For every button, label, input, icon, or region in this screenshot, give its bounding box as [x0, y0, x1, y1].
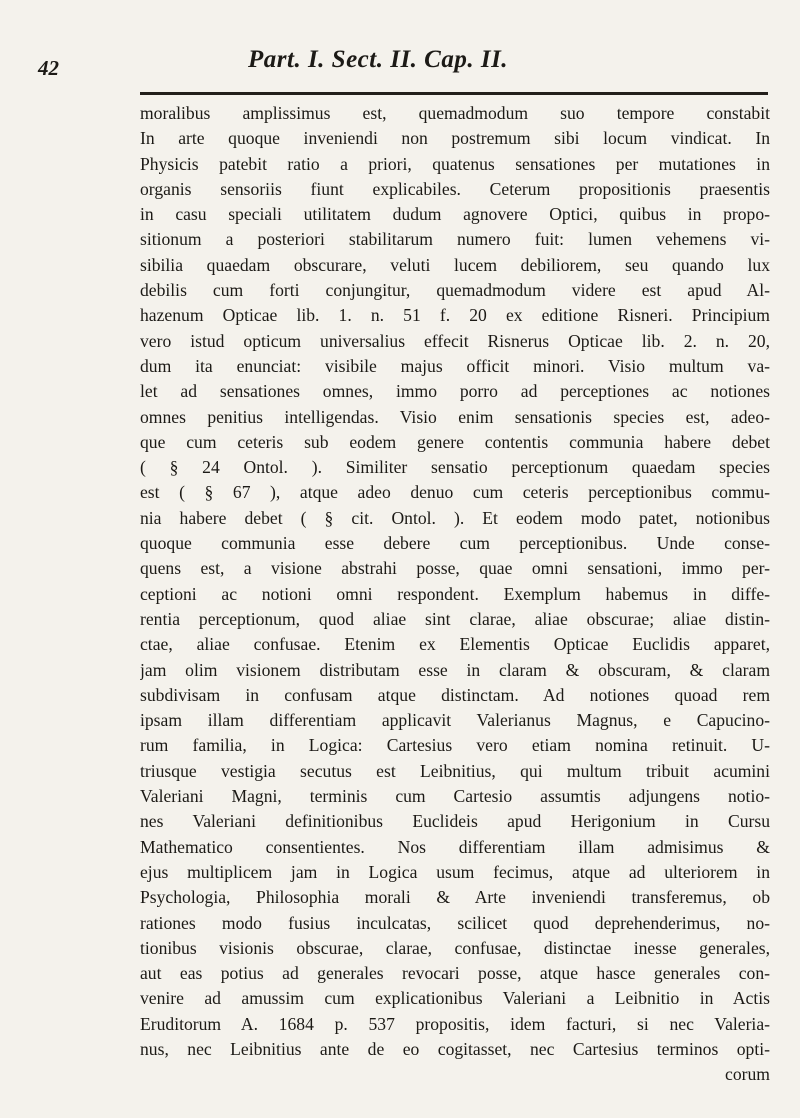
text-line: Physicis patebit ratio a priori, quatenus sensationes per mutationes in [140, 153, 770, 174]
text-line: jam olim visionem distributam esse in claram & obscuram, & claram [140, 659, 770, 680]
text-line: Psychologia, Philosophia morali & Arte inveniendi transferemus, ob [140, 887, 770, 908]
text-line: subdivisam in confusam atque distinctam. Ad notiones quoad rem [140, 684, 770, 705]
text-line: nus, nec Leibnitius ante de eo cogitasset, nec Cartesius terminos opti- [140, 1038, 770, 1059]
text-line: sitionum a posteriori stabilitarum numero fuit: lumen vehemens vi- [140, 229, 770, 250]
text-line: vero istud opticum universalius effecit Risnerus Opticae lib. 2. n. 20, [140, 330, 770, 351]
text-line: que cum ceteris sub eodem genere contentis communia habere debet [140, 431, 770, 452]
text-line: sibilia quaedam obscurare, veluti lucem debiliorem, seu quando lux [140, 254, 770, 275]
text-line: dum ita enunciat: visibile majus officit minori. Visio multum va- [140, 355, 770, 376]
text-line: Mathematico consentientes. Nos differentiam illam admisimus & [140, 836, 770, 857]
text-line: ( § 24 Ontol. ). Similiter sensatio perceptionum quaedam species [140, 457, 770, 478]
text-line: organis sensoriis fiunt explicabiles. Ceterum propositionis praesentis [140, 178, 770, 199]
text-line: rentia perceptionum, quod aliae sint clarae, aliae obscurae; aliae distin- [140, 608, 770, 629]
header-rule [140, 92, 768, 95]
text-line: triusque vestigia secutus est Leibnitius, qui multum tribuit acumini [140, 760, 770, 781]
text-line: in casu speciali utilitatem dudum agnovere Optici, quibus in propo- [140, 204, 770, 225]
text-line: tionibus visionis obscurae, clarae, confusae, distinctae inesse generales, [140, 937, 770, 958]
running-head: Part. I. Sect. II. Cap. II. [248, 46, 509, 73]
text-line: nes Valeriani definitionibus Euclideis apud Herigonium in Cursu [140, 811, 770, 832]
text-line: ejus multiplicem jam in Logica usum fecimus, atque ad ulteriorem in [140, 861, 770, 882]
page-number: 42 [38, 56, 59, 80]
text-line: ceptioni ac notioni omni respondent. Exemplum habemus in diffe- [140, 583, 770, 604]
text-line: moralibus amplissimus est, quemadmodum suo tempore constabit [140, 103, 770, 123]
text-line: In arte quoque inveniendi non postremum sibi locum vindicat. In [140, 128, 770, 149]
text-line: rationes modo fusius inculcatas, scilicet quod deprehenderimus, no- [140, 912, 770, 933]
text-line: rum familia, in Logica: Cartesius vero etiam nomina retinuit. U- [140, 735, 770, 756]
catchword: corum [725, 1064, 770, 1085]
text-line: Eruditorum A. 1684 p. 537 propositis, idem facturi, si nec Valeria- [140, 1013, 770, 1034]
text-line: venire ad amussim cum explicationibus Valeriani a Leibnitio in Actis [140, 988, 770, 1009]
text-line: omnes penitius intelligendas. Visio enim sensationis species est, adeo- [140, 406, 770, 427]
text-line: hazenum Opticae lib. 1. n. 51 f. 20 ex editione Risneri. Principium [140, 305, 770, 326]
body-text [140, 101, 770, 1088]
text-line: quens est, a visione abstrahi posse, quae omni sensationi, immo per- [140, 558, 770, 579]
text-line: let ad sensationes omnes, immo porro ad perceptiones ac notiones [140, 381, 770, 402]
text-line: est ( § 67 ), atque adeo denuo cum ceteris perceptionibus commu- [140, 482, 770, 503]
text-line: ipsam illam differentiam applicavit Valerianus Magnus, e Capucino- [140, 710, 770, 731]
text-line: ctae, aliae confusae. Etenim ex Elementis Opticae Euclidis apparet, [140, 634, 770, 655]
text-line: aut eas potius ad generales revocari posse, atque hasce generales con- [140, 963, 770, 984]
text-line: Valeriani Magni, terminis cum Cartesio assumtis adjungens notio- [140, 786, 770, 807]
text-line: quoque communia esse debere cum perceptionibus. Unde conse- [140, 533, 770, 554]
text-line: nia habere debet ( § cit. Ontol. ). Et eodem modo patet, notionibus [140, 507, 770, 528]
text-line: debilis cum forti conjungitur, quemadmodum videre est apud Al- [140, 280, 770, 301]
